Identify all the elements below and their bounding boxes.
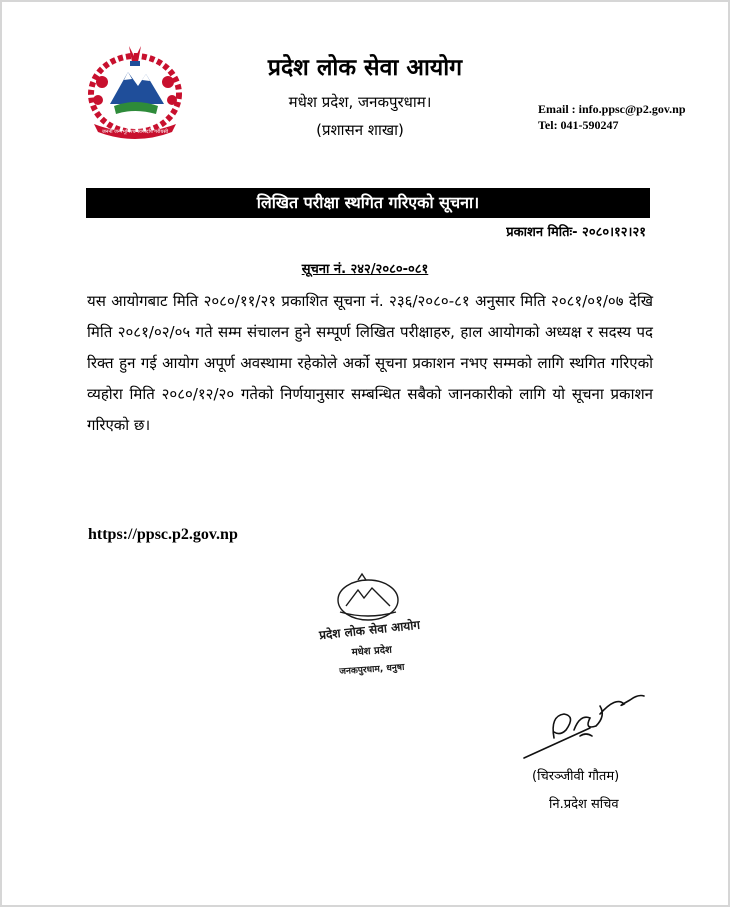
svg-text:जननी जन्मभूमिश्च स्वर्गादपि गर: जननी जन्मभूमिश्च स्वर्गादपि गरीयसी — [101, 129, 169, 135]
seal-line-3: जनकपुरधाम, धनुषा — [338, 662, 405, 678]
signer-name: (चिरञ्जीवी गौतम) — [532, 769, 620, 784]
seal-line-2: मधेश प्रदेश — [351, 644, 393, 659]
office-subtitle: मधेश प्रदेश, जनकपुरधाम। — [288, 93, 432, 111]
office-branch: (प्रशासन शाखा) — [316, 121, 404, 139]
notice-banner: लिखित परीक्षा स्थगित गरिएको सूचना। — [86, 188, 650, 218]
seal-line-1: प्रदेश लोक सेवा आयोग — [318, 617, 421, 643]
publish-date: प्रकाशन मितिः- २०८०।१२।२१ — [506, 225, 646, 240]
office-title: प्रदेश लोक सेवा आयोग — [267, 55, 463, 81]
office-seal-icon — [300, 572, 440, 682]
signer-post: नि.प्रदेश सचिव — [549, 797, 619, 812]
website-link[interactable]: https://ppsc.p2.gov.np — [88, 526, 238, 543]
contact-tel: Tel: 041-590247 — [538, 118, 619, 132]
contact-email: Email : info.ppsc@p2.gov.np — [538, 102, 686, 116]
notice-number: सूचना नं. २४२/२०८०-०८१ — [301, 262, 429, 277]
signature-icon — [520, 686, 650, 766]
contact-block — [538, 101, 686, 133]
notice-body: यस आयोगबाट मिति २०८०/११/२१ प्रकाशित सूचना नं. २३६/२०८०-८१ अनुसार मिति २०८१/०१/०७ देखि मिति २०८१/०२/०५ गते सम्म संचालन हुने सम्पूर्ण लिखित परीक्षाहरु, हाल आयोगको अध्यक्ष र सदस्य पद रिक्त हुन गई आयोग अपूर्ण अवस्थामा रहेकोले अर्को सूचना प्रकाशन नभए सम्मको लागि स्थगित गरिएको व्यहोरा मिति २०८०/१२/२० गतेको निर्णयानुसार सम्बन्धित सबैको जानकारीको लागि यो सूचना प्रकाशन गरिएको छ। — [87, 292, 653, 434]
